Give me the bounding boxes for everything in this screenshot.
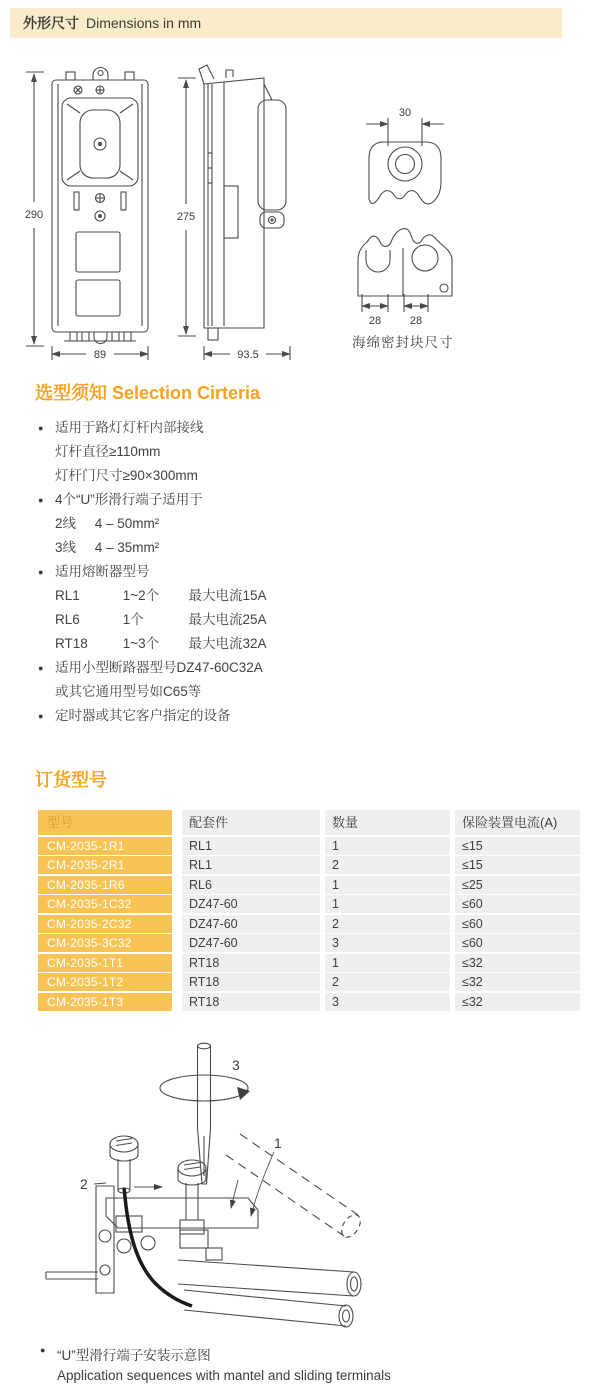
table-cell: RT18: [182, 954, 320, 972]
model-number-cell: CM-2035-2C32: [38, 915, 172, 933]
table-row: [38, 973, 580, 991]
fuse-spec-row: [38, 608, 498, 632]
side-depth-dim-label: 93.5: [237, 349, 259, 361]
section-title-zh: 外形尺寸: [23, 15, 79, 31]
table-cell: ≤15: [455, 837, 580, 855]
table-cell: 1: [325, 954, 450, 972]
fuse-model: RT18: [55, 636, 88, 651]
criteria-line: ● 适用熔断器型号: [38, 560, 498, 584]
fuse-current: 最大电流32A: [188, 636, 267, 651]
table-cell: ≤32: [455, 993, 580, 1011]
model-number-cell: CM-2035-1R6: [38, 876, 172, 894]
section-bar-dimensions: [10, 8, 562, 38]
install-step-3-label: 3: [232, 1057, 240, 1073]
criteria-line: ● 定时器或其它客户指定的设备: [38, 704, 498, 728]
table-row: [38, 993, 580, 1011]
table-cell: ≤60: [455, 895, 580, 913]
table-cell: RL1: [182, 837, 320, 855]
header-cell-model: 型号: [38, 810, 172, 835]
table-row: [38, 915, 580, 933]
install-step-2-label: 2: [80, 1176, 88, 1192]
table-row: [38, 895, 580, 913]
model-number-cell: CM-2035-1T1: [38, 954, 172, 972]
table-row: [38, 934, 580, 952]
table-cell: 3: [325, 934, 450, 952]
table-row: [38, 954, 580, 972]
selection-heading-en: Selection Cirteria: [112, 383, 261, 403]
front-view-drawing: [12, 58, 167, 368]
front-height-dim-label: 290: [24, 209, 44, 221]
model-number-cell: CM-2035-2R1: [38, 856, 172, 874]
front-width-dim-label: 89: [93, 349, 107, 361]
model-number-cell: CM-2035-1R1: [38, 837, 172, 855]
table-cell: DZ47-60: [182, 915, 320, 933]
table-row: [38, 837, 580, 855]
seal-block-caption: 海绵密封块尺寸: [352, 335, 454, 350]
model-number-cell: CM-2035-1T2: [38, 973, 172, 991]
criteria-subline: 灯杆门尺寸≥90×300mm: [55, 468, 198, 483]
fuse-model: RL1: [55, 588, 80, 603]
table-cell: DZ47-60: [182, 934, 320, 952]
table-cell: ≤15: [455, 856, 580, 874]
fuse-qty: 1个: [122, 612, 144, 627]
criteria-line: ● 适用于路灯灯杆内部接线: [38, 416, 498, 440]
selection-criteria-heading: [35, 379, 260, 405]
fuse-spec-row: [38, 584, 498, 608]
table-cell: 2: [325, 915, 450, 933]
header-cell-quantity: 数量: [325, 810, 450, 835]
criteria-subline: 灯杆直径≥110mm: [55, 444, 161, 459]
table-cell: 1: [325, 895, 450, 913]
table-cell: RL6: [182, 876, 320, 894]
table-cell: 1: [325, 837, 450, 855]
fuse-current: 最大电流25A: [188, 612, 267, 627]
fuse-current: 最大电流15A: [188, 588, 267, 603]
model-number-cell: CM-2035-3C32: [38, 934, 172, 952]
table-cell: RT18: [182, 993, 320, 1011]
wire-size: 4 – 50mm²: [94, 516, 160, 531]
table-cell: 3: [325, 993, 450, 1011]
table-cell: 2: [325, 856, 450, 874]
table-row: [38, 876, 580, 894]
wire-count: 2线: [55, 516, 77, 531]
criteria-line: ● 4个“U”形滑行端子适用于: [38, 488, 498, 512]
table-cell: RT18: [182, 973, 320, 991]
install-step-1-label: 1: [274, 1135, 282, 1151]
header-cell-current: 保险装置电流(A): [455, 810, 580, 835]
wire-spec-row: [38, 512, 498, 536]
model-number-cell: CM-2035-1C32: [38, 895, 172, 913]
table-cell: ≤32: [455, 973, 580, 991]
seal-left-dim-label: 28: [368, 315, 382, 327]
fuse-qty: 1~3个: [122, 636, 160, 651]
order-table-header-row: [38, 810, 580, 835]
table-cell: ≤32: [455, 954, 580, 972]
seal-right-dim-label: 28: [409, 315, 423, 327]
order-table: [38, 810, 580, 1012]
order-type-heading: 订货型号: [35, 770, 107, 790]
side-view-drawing: [168, 58, 298, 368]
criteria-line: ● 适用小型断路器型号DZ47-60C32A: [38, 656, 498, 680]
table-cell: ≤60: [455, 934, 580, 952]
model-number-cell: CM-2035-1T3: [38, 993, 172, 1011]
table-cell: DZ47-60: [182, 895, 320, 913]
wire-size: 4 – 35mm²: [94, 540, 160, 555]
section-title-en: Dimensions in mm: [86, 15, 202, 31]
fuse-spec-row: [38, 632, 498, 656]
installation-diagram: [40, 1038, 370, 1333]
wire-count: 3线: [55, 540, 77, 555]
criteria-subline: 或其它通用型号如C65等: [55, 684, 202, 699]
table-cell: 2: [325, 973, 450, 991]
fuse-model: RL6: [55, 612, 80, 627]
table-cell: ≤60: [455, 915, 580, 933]
table-cell: 1: [325, 876, 450, 894]
wire-spec-row: [38, 536, 498, 560]
selection-heading-zh: 选型须知: [35, 383, 107, 403]
seal-width-dim-label: 30: [398, 107, 412, 119]
header-cell-accessory: 配套件: [182, 810, 320, 835]
order-table-rows: [38, 837, 580, 1011]
table-cell: ≤25: [455, 876, 580, 894]
table-row: [38, 856, 580, 874]
fuse-qty: 1~2个: [122, 588, 160, 603]
seal-block-drawing: [336, 100, 481, 328]
table-cell: RL1: [182, 856, 320, 874]
selection-criteria-list: [38, 416, 498, 728]
install-caption-zh: ● “U”型滑行端子安装示意图: [40, 1344, 600, 1364]
side-height-dim-label: 275: [176, 211, 196, 223]
install-caption-en: Application sequences with mantel and sliding terminals: [57, 1368, 391, 1383]
